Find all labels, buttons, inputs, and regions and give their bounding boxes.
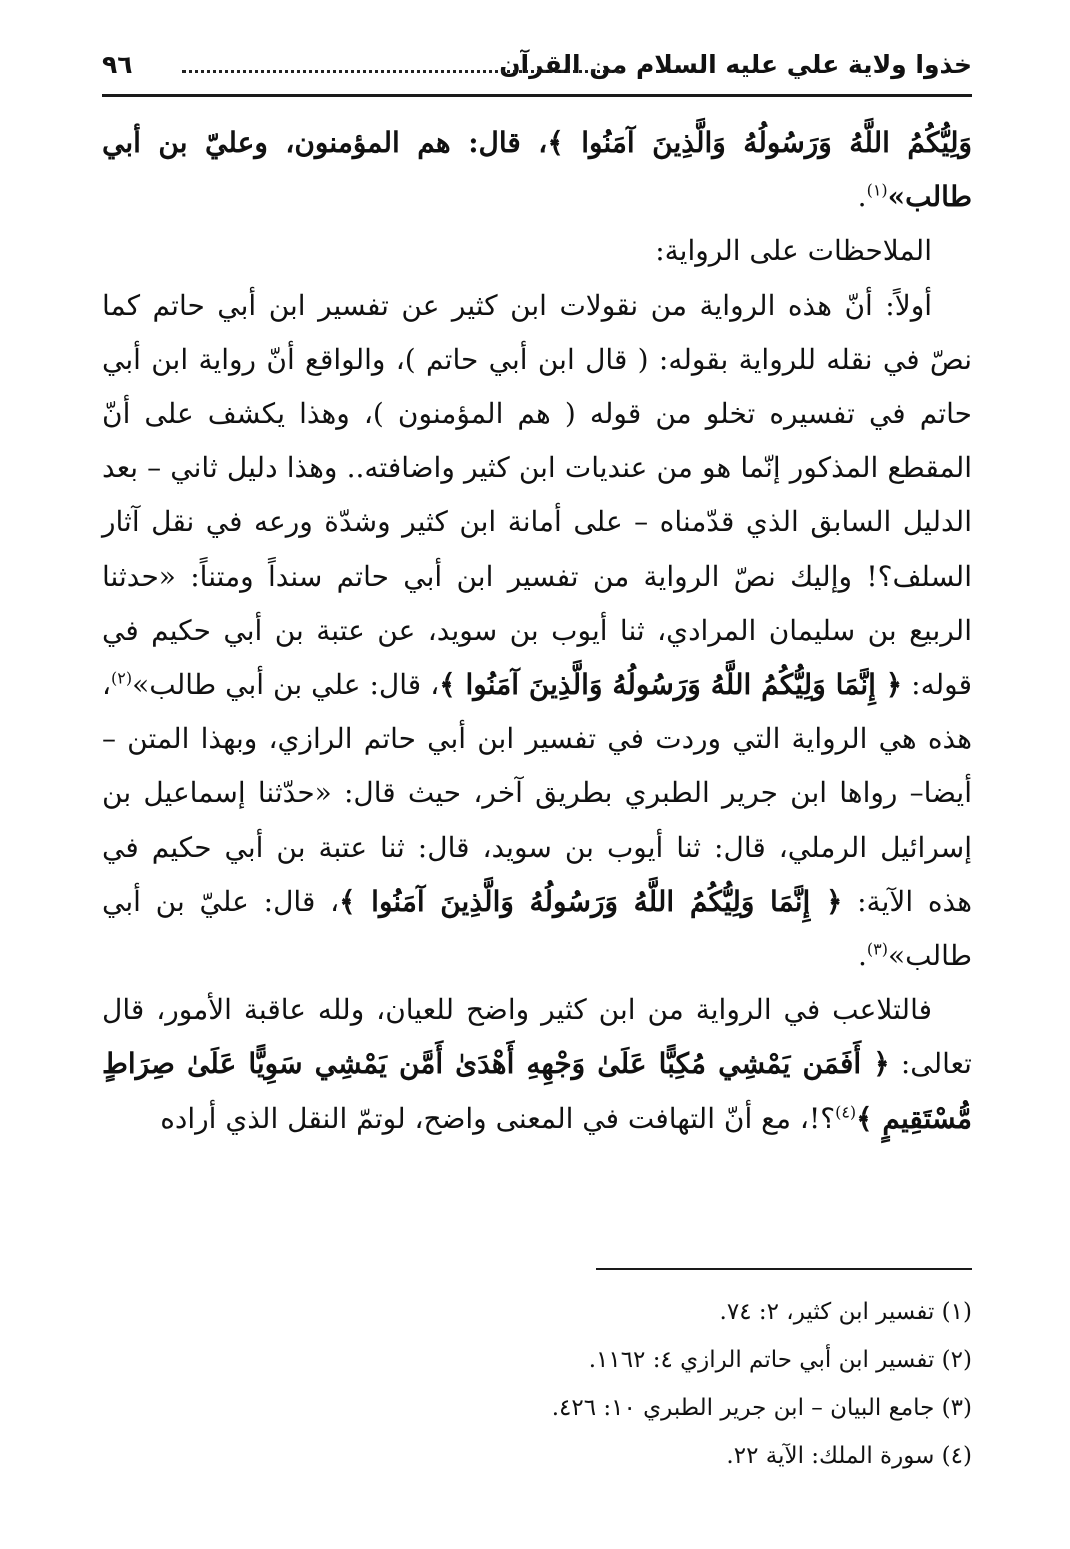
quran-verse: وَلِيُّكُمُ اللَّهُ وَرَسُولُهُ وَالَّذِينَ آمَنُوا ﴾، قال: هم المؤمنون، وعليّ بن أبي طالب»: [102, 126, 972, 214]
footnotes: [102, 1288, 972, 1480]
footnote-ref: (٣): [866, 939, 889, 959]
quran-verse: ﴿ إِنَّمَا وَلِيُّكُمُ اللَّهُ وَرَسُولُهُ وَالَّذِينَ آمَنُوا ﴾: [439, 668, 903, 702]
text-run: ؟!، مع أنّ التهافت في المعنى واضح، لوتمّ النقل الذي أراده: [160, 1101, 836, 1135]
footnote-ref: (٤): [835, 1102, 857, 1122]
footnote-separator: [596, 1268, 972, 1270]
text-run: ، قال: عليّ بن أبي طالب»: [102, 884, 972, 973]
running-header: [102, 44, 972, 97]
footnote-ref: (٢): [111, 668, 133, 688]
footnote: (٢) تفسير ابن أبي حاتم الرازي ٤: ١١٦٢.: [588, 1347, 972, 1373]
body-text: [102, 116, 972, 1146]
quran-verse: ﴿ أَفَمَن يَمْشِي مُكِبًّا عَلَىٰ وَجْهِهِ أَهْدَىٰ أَمَّن يَمْشِي سَوِيًّا عَلَىٰ صِرَاطٍ مُّسْتَقِيمٍ ﴾: [102, 1047, 972, 1135]
paragraph-first-note: [102, 279, 972, 984]
footnote: (١) تفسير ابن كثير، ٢: ٧٤.: [719, 1299, 972, 1325]
footnote: (٣) جامع البيان – ابن جرير الطبري ١٠: ٤٢٦.: [551, 1395, 972, 1421]
text-run: فالتلاعب في الرواية من ابن كثير واضح للعيان، ولله عاقبة الأمور، قال تعالى:: [102, 993, 972, 1081]
footnote-ref: (١): [866, 180, 888, 200]
text-run: .: [858, 939, 867, 973]
section-heading: الملاحظات على الرواية:: [655, 234, 932, 268]
text-run: .: [857, 180, 867, 214]
footnote: (٤) سورة الملك: الآية ٢٢.: [726, 1443, 972, 1469]
text-run: أولاً: أنّ هذه الرواية من نقولات ابن كثير عن تفسير ابن أبي حاتم كما نصّ في نقله للرواية بقوله: ( قال ابن أبي حاتم )، والواقع أنّ رواية ابن أبي حاتم في تفسيره تخلو من قوله ( هم المؤمنون )، وهذا يكشف على أنّ المقطع المذكور إنّما هو من عنديات ابن كثير واضافته.. وهذا دليل ثاني – بعد الدليل السابق الذي قدّمناه – على أمانة ابن كثير وشدّة ورعه في نقل آثار السلف؟! وإليك نصّ الرواية من تفسير ابن أبي حاتم سنداً ومتناً: «حدثنا الربيع بن سليمان المرادي، ثنا أيوب بن سويد، عن عتبة بن أبي حكيم في قوله:: [102, 288, 972, 702]
quran-verse: ﴿ إِنَّمَا وَلِيُّكُمُ اللَّهُ وَرَسُولُهُ وَالَّذِينَ آمَنُوا ﴾: [339, 884, 843, 918]
text-run: ، هذه هي الرواية التي وردت في تفسير ابن أبي حاتم الرازي، وبهذا المتن –أيضا– رواها ابن جرير الطبري بطريق آخر، حيث قال: «حدّثنا إسماعيل بن إسرائيل الرملي، قال: ثنا أيوب بن سويد، قال: ثنا عتبة بن أبي حكيم في هذه الآية:: [102, 668, 973, 918]
continued-paragraph: [102, 116, 972, 224]
header-title: خذوا ولاية علي عليه السلام من القرآن: [499, 50, 972, 79]
paragraph-second: [102, 983, 972, 1146]
header-leader-dots: [182, 70, 620, 73]
page-number: ٩٦: [102, 50, 133, 79]
text-run: ، قال: علي بن أبي طالب»: [132, 668, 440, 702]
